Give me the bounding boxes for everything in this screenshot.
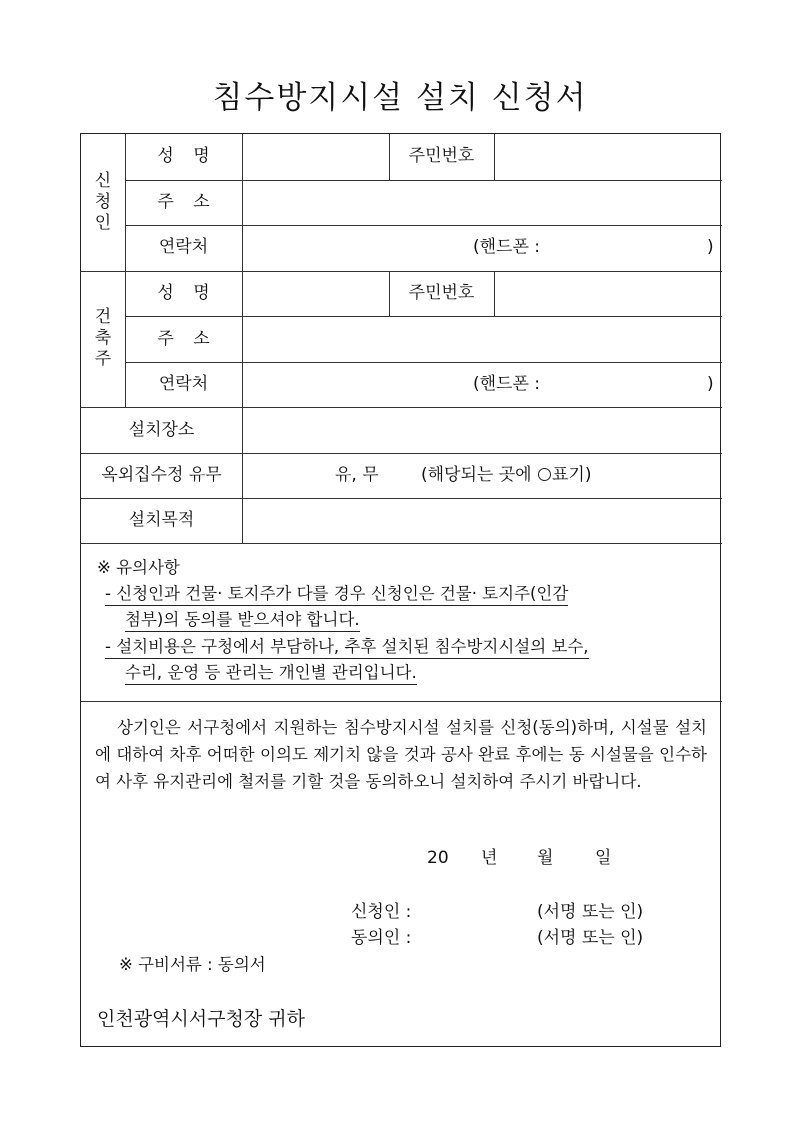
sign-applicant-hint: (서명 또는 인)	[537, 902, 644, 922]
section-divider	[81, 543, 722, 544]
owner-id-field[interactable]	[495, 272, 721, 316]
sign-applicant-label: 신청인 :	[351, 902, 412, 922]
owner-address-label: 주 소	[157, 329, 210, 349]
applicant-group-label: 신 청 인	[94, 171, 112, 233]
date-year-prefix: 20	[427, 848, 449, 868]
notice-item-2-line-2: 수리, 운영 등 관리는 개인별 관리입니다.	[125, 665, 417, 682]
pump-hint	[421, 467, 591, 484]
applicant-id-label: 주민번호	[408, 146, 475, 166]
applicant-phone-open: (핸드폰 :	[473, 237, 541, 257]
sign-consenter-hint: (서명 또는 인)	[537, 928, 644, 948]
date-year: 년	[481, 848, 498, 868]
owner-name-label: 성 명	[157, 283, 210, 303]
applicant-id-field[interactable]	[495, 134, 721, 180]
owner-address-field[interactable]	[243, 317, 721, 362]
statement-text: 상기인은 서구청에서 지원하는 침수방지시설 설치를 신청(동의)하며, 시설물 설치에 대하여 차후 어떠한 이의도 제기치 않을 것과 공사 완료 후에는 동 시설물을 인수하여 사후 유지관리에 철저를 기할 것을 동의하오니 설치하여 주시기 바랍니다.	[95, 718, 707, 791]
pump-options[interactable]: 유, 무	[335, 465, 379, 485]
site-field[interactable]	[243, 408, 721, 453]
section-divider	[81, 701, 722, 702]
purpose-label: 설치목적	[128, 510, 195, 530]
owner-phone-close: )	[707, 374, 714, 394]
pump-hint-after: 표기)	[551, 465, 592, 485]
owner-name-field[interactable]	[243, 272, 389, 316]
notice-item-1-line-1: - 신청인과 건물· 토지주가 다를 경우 신청인은 건물· 토지주(인감	[105, 586, 568, 603]
purpose-field[interactable]	[243, 499, 721, 543]
applicant-address-label: 주 소	[157, 192, 210, 212]
required-documents: ※ 구비서류 : 동의서	[119, 955, 266, 974]
page-title: 침수방지시설 설치 신청서	[212, 80, 588, 116]
applicant-name-field[interactable]	[243, 134, 389, 180]
applicant-phone-close: )	[707, 237, 714, 257]
site-label: 설치장소	[128, 420, 195, 440]
pump-label: 옥외집수정 유무	[101, 465, 222, 485]
applicant-name-label: 성 명	[157, 146, 210, 166]
section-divider	[81, 453, 722, 454]
date-month: 월	[537, 848, 554, 868]
row-divider	[125, 362, 722, 363]
column-divider	[125, 134, 126, 407]
owner-phone-open: (핸드폰 :	[473, 374, 541, 394]
circle-mark-icon	[538, 468, 551, 481]
pump-hint-before: (해당되는 곳에	[421, 465, 532, 485]
application-form	[80, 133, 721, 1047]
notice-item-1-line-2: 첨부)의 동의를 받으셔야 합니다.	[125, 612, 360, 629]
owner-contact-label: 연락처	[158, 374, 209, 394]
addressee: 인천광역시서구청장 귀하	[97, 1008, 305, 1030]
sign-consenter-label: 동의인 :	[351, 928, 412, 948]
notice-item-2-line-1: - 설치비용은 구청에서 부담하나, 추후 설치된 침수방지시설의 보수,	[105, 639, 589, 656]
owner-id-label: 주민번호	[408, 283, 475, 303]
applicant-address-field[interactable]	[243, 181, 721, 225]
notice-heading: ※ 유의사항	[97, 558, 180, 577]
date-day: 일	[595, 848, 612, 868]
row-divider	[125, 225, 722, 226]
applicant-contact-label: 연락처	[158, 237, 209, 257]
owner-group-label: 건 축 주	[94, 307, 112, 369]
